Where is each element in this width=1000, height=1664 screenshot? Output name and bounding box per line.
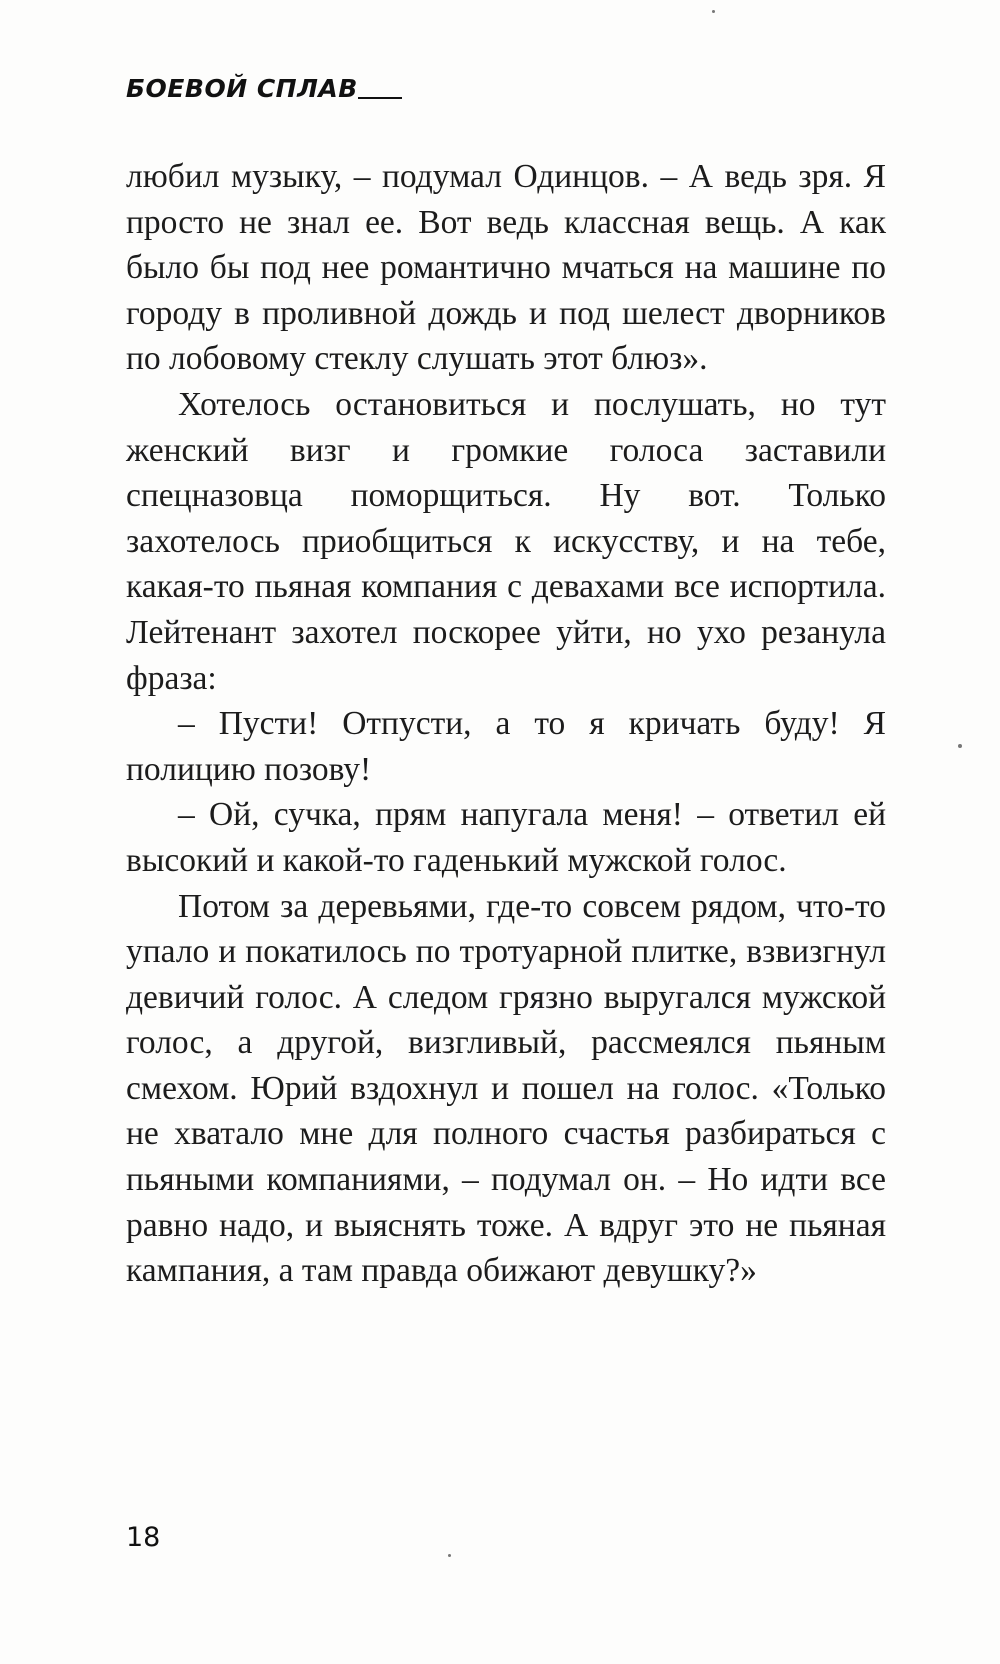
running-header-rule: [358, 97, 402, 99]
print-speck: [958, 744, 962, 748]
print-speck: [712, 10, 715, 13]
print-speck: [448, 1554, 451, 1557]
running-header-title: БОЕВОЙ СПЛАВ: [126, 74, 358, 103]
body-text: [126, 154, 886, 1294]
paragraph-1: любил музыку, – подумал Одинцов. – А ведь зря. Я просто не знал ее. Вот ведь классная вещь. А как было бы под нее романтично мчаться на машине по городу в проливной дождь и под шелест дворников по лобовому стеклу слушать этот блюз».: [126, 158, 886, 378]
paragraph-2: Хотелось остановиться и послушать, но тут женский визг и громкие голоса заставили спецназовца поморщиться. Ну вот. Только захотелось приобщиться к искусству, и на тебе, какая-то пьяная компания с девахами все испортила. Лейтенант захотел поскорее уйти, но ухо резанула фраза:: [126, 385, 886, 697]
paragraph-3: – Пусти! Отпусти, а то я кричать буду! Я полицию позову!: [126, 705, 886, 788]
page-number: 18: [126, 1522, 161, 1553]
paragraph-5: Потом за деревьями, где-то совсем рядом, что-то упало и покатилось по тротуарной плитке, взвизгнул девичий голос. А следом грязно выругался мужской голос, а другой, визгливый, рассмеялся пьяным смехом. Юрий вздохнул и пошел на голос. «Только не хватало мне для полного счастья разбираться с пьяными компаниями, – подумал он. – Но идти все равно надо, и выяснять тоже. А вдруг это не пьяная кампания, а там правда обижают девушку?»: [126, 887, 886, 1290]
running-header: [126, 74, 402, 104]
paragraph-4: – Ой, сучка, прям напугала меня! – ответил ей высокий и какой-то гаденький мужской голос.: [126, 796, 886, 879]
